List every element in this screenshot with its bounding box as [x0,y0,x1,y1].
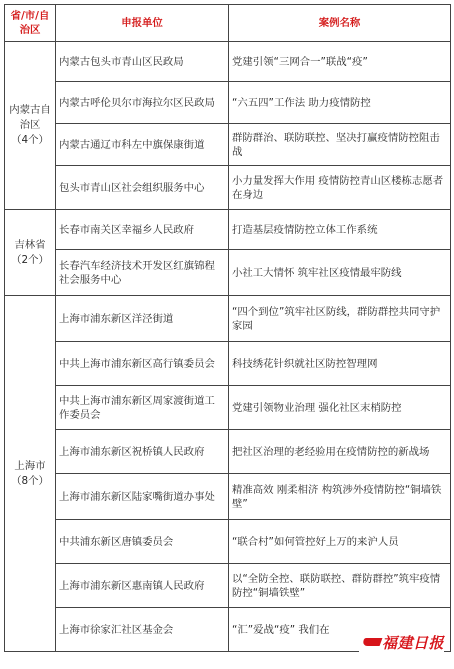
header-row [5,5,451,42]
case-cell: 科技绣花针织就社区防控智理网 [229,342,451,386]
table-row [5,166,451,210]
table-row [5,474,451,520]
case-cell: “六五四”工作法 助力疫情防控 [229,82,451,124]
table-row [5,42,451,82]
watermark-logo-icon [362,638,383,646]
table-row [5,520,451,564]
unit-cell: 上海市徐家汇社区基金会 [56,608,229,652]
unit-cell: 上海市浦东新区洋泾街道 [56,296,229,342]
header-case: 案例名称 [229,5,451,42]
region-cell [5,42,56,210]
header-unit: 申报单位 [56,5,229,42]
case-cell: 小社工大情怀 筑牢社区疫情最牢防线 [229,250,451,296]
unit-cell: 上海市浦东新区惠南镇人民政府 [56,564,229,608]
table-row [5,210,451,250]
case-table [4,4,451,652]
case-cell: “汇”爱战“疫” 我们在 [229,608,451,652]
case-cell: 打造基层疫情防控立体工作系统 [229,210,451,250]
unit-cell: 内蒙古包头市青山区民政局 [56,42,229,82]
unit-cell: 长春市南关区幸福乡人民政府 [56,210,229,250]
region-cell [5,210,56,296]
unit-cell: 中共上海市浦东新区周家渡街道工作委员会 [56,386,229,430]
unit-cell: 中共上海市浦东新区高行镇委员会 [56,342,229,386]
table-row [5,342,451,386]
table-row [5,250,451,296]
region-count: （4个） [11,134,49,146]
region-name: 内蒙古自治区 [9,104,51,131]
unit-cell: 包头市青山区社会组织服务中心 [56,166,229,210]
unit-cell: 内蒙古通辽市科左中旗保康街道 [56,124,229,166]
table-row [5,564,451,608]
header-region: 省/市/自治区 [5,5,56,42]
region-name: 上海市 [14,459,46,472]
case-cell: 小力量发挥大作用 疫情防控青山区楼栋志愿者在身边 [229,166,451,210]
region-count: （2个） [11,253,49,266]
table-row [5,124,451,166]
case-cell: 把社区治理的老经验用在疫情防控的新战场 [229,430,451,474]
case-cell: “四个到位”筑牢社区防线，群防群控共同守护家园 [229,296,451,342]
case-cell: 党建引领物业治理 强化社区末梢防控 [229,386,451,430]
unit-cell: 上海市浦东新区祝桥镇人民政府 [56,430,229,474]
table-row [5,430,451,474]
region-name: 吉林省 [14,238,46,251]
case-cell: 以“全防全控、联防联控、群防群控”筑牢疫情防控“铜墙铁壁” [229,564,451,608]
case-cell: 党建引领“三网合一”联战“疫” [229,42,451,82]
unit-cell: 内蒙古呼伦贝尔市海拉尔区民政局 [56,82,229,124]
case-cell: 群防群治、联防联控、坚决打赢疫情防控阻击战 [229,124,451,166]
table-row [5,82,451,124]
region-cell [5,296,56,652]
table-row [5,296,451,342]
table-row [5,386,451,430]
watermark-text: 福建日报 [381,633,444,652]
unit-cell: 长春汽车经济技术开发区红旗锦程社会服务中心 [56,250,229,296]
case-cell: 精准高效 刚柔相济 构筑涉外疫情防控“铜墙铁壁” [229,474,451,520]
case-cell: “联合村”如何管控好上万的来沪人员 [229,520,451,564]
newspaper-watermark [359,631,444,653]
region-count: （8个） [11,474,49,487]
unit-cell: 中共浦东新区唐镇委员会 [56,520,229,564]
unit-cell: 上海市浦东新区陆家嘴街道办事处 [56,474,229,520]
